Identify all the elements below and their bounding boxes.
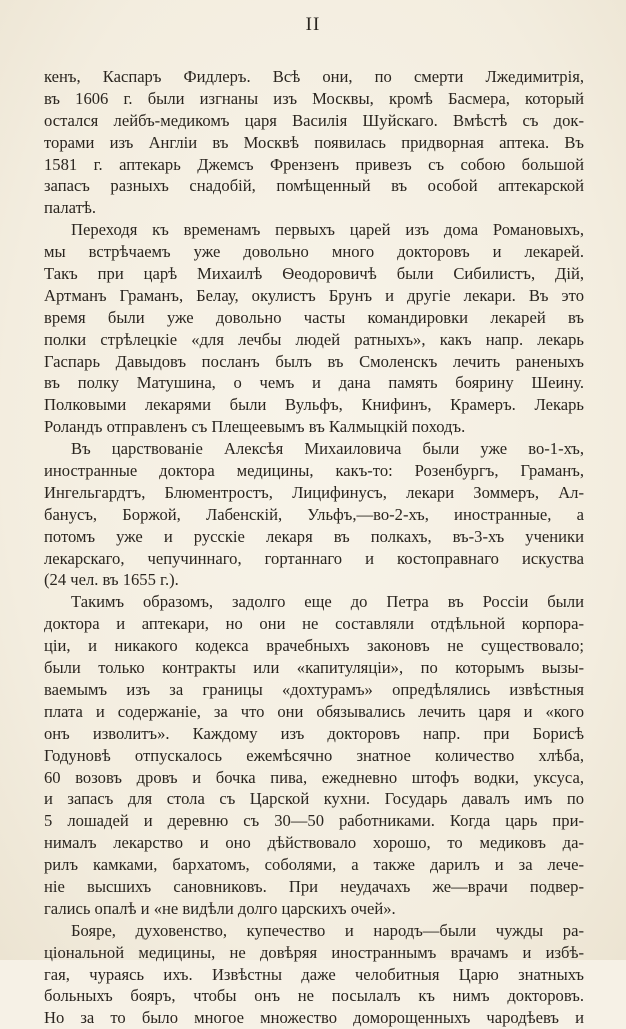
text-line: банусъ, Боржой, Лабенскій, Ульфъ,—во-2-хъ, иностранные, а	[44, 504, 584, 524]
text-line: онъ изволитъ». Каждому изъ докторовъ напр. при Борисѣ	[44, 723, 584, 743]
text-line: Переходя къ временамъ первыхъ царей изъ дома Романовыхъ,	[71, 220, 584, 240]
text-line: Такимъ образомъ, задолго еще до Петра въ Россіи были	[71, 592, 584, 612]
text-line: время были уже довольно часты командировки лекарей въ	[44, 307, 584, 327]
text-line: въ полку Матушина, о чемъ и дана память боярину Шеину.	[44, 373, 584, 393]
text-line: плата и содержаніе, за что они обязывались лечить царя и «кого	[44, 701, 584, 721]
text-line: въ 1606 г. были изгнаны изъ Москвы, кромѣ Басмера, который	[44, 88, 584, 108]
text-line: Артманъ Граманъ, Белау, окулистъ Брунъ и другіе лекари. Въ это	[44, 285, 584, 305]
text-line: кенъ, Каспаръ Фидлеръ. Всѣ они, по смерти Лжедимитрія,	[44, 67, 584, 86]
text-line: Роландъ отправленъ съ Плещеевымъ въ Калмыцкій походъ.	[44, 417, 466, 437]
text-line: 1581 г. аптекарь Джемсъ Френзенъ привезъ съ собою большой	[44, 154, 584, 174]
text-line: ніе высшихъ сановниковъ. При неудачахъ же—врачи подвер-	[44, 876, 584, 896]
text-line: 5 лошадей и деревню съ 30—50 работниками. Когда царь при-	[44, 811, 584, 831]
text-line: Ингельгардтъ, Блюментростъ, Лицифинусъ, лекари Зоммеръ, Ал-	[44, 482, 584, 502]
text-line: Такъ при царѣ Михаилѣ Ѳеодоровичѣ были Сибилистъ, Дій,	[44, 264, 584, 284]
text-line: потомъ уже и русскіе лекаря въ полкахъ, въ-3-хъ ученики	[44, 526, 584, 546]
text-line: ваемымъ изъ за границы «дохтурамъ» опредѣлялись извѣстныя	[44, 679, 584, 699]
text-line: палатѣ.	[44, 198, 97, 218]
text-line: Въ царствованіе Алексѣя Михаиловича были уже во-1-хъ,	[71, 439, 584, 459]
text-line: ціи, и никакого кодекса врачебныхъ законовъ не существовало;	[44, 636, 584, 656]
text-line: Полковыми лекарями были Вульфъ, Книфинъ, Крамеръ. Лекарь	[44, 395, 584, 415]
text-line: больныхъ бояръ, чтобы онъ не посылалъ къ нимъ докторовъ.	[44, 986, 584, 1006]
text-line: остался лейбъ-медикомъ царя Василія Шуйскаго. Вмѣстѣ съ док-	[44, 110, 584, 130]
text-line: запасъ разныхъ снадобій, помѣщенный въ особой аптекарской	[44, 176, 584, 196]
text-line: Гаспарь Давыдовъ посланъ былъ въ Смоленскъ лечить раненыхъ	[44, 351, 584, 371]
text-line: гались опалѣ и «не видѣли долго царскихъ очей».	[44, 898, 396, 918]
text-line: Бояре, духовенство, купечество и народъ—были чужды ра-	[71, 920, 584, 940]
text-line: и запасъ для стола съ Царской кухни. Государь давалъ имъ по	[44, 789, 584, 809]
text-line: мы встрѣчаемъ уже довольно много докторовъ и лекарей.	[44, 242, 584, 262]
text-line: Годуновѣ отпускалось ежемѣсячно знатное количество хлѣба,	[44, 745, 584, 765]
text-line: (24 чел. въ 1655 г.).	[44, 570, 179, 590]
text-line: 60 возовъ дровъ и бочка пива, ежедневно штофъ водки, уксуса,	[44, 767, 584, 787]
text-line: лекарскаго, чепучиннаго, гортаннаго и костоправнаго искуства	[44, 548, 584, 568]
text-line: ціональной медицины, не довѣряя иностраннымъ врачамъ и избѣ-	[44, 942, 584, 962]
text-line: рилъ камками, бархатомъ, соболями, а также дарилъ и за лече-	[44, 855, 584, 875]
page-number: II	[305, 14, 321, 35]
text-line: нималъ лекарство и оно дѣйствовало хорошо, то медиковъ да-	[44, 833, 584, 853]
text-line: иностранные доктора медицины, какъ-то: Розенбургъ, Граманъ,	[44, 461, 584, 481]
text-line: полки стрѣлецкіе «для лечбы людей ратныхъ», какъ напр. лекарь	[44, 329, 584, 349]
body-text	[44, 66, 584, 1029]
text-line: гая, чураясь ихъ. Извѣстны даже челобитныя Царю знатныхъ	[44, 964, 584, 984]
text-line: были только контракты или «капитуляціи», по которымъ вызы-	[44, 658, 584, 678]
text-line: торами изъ Англіи въ Москвѣ появилась придворная аптека. Въ	[44, 132, 584, 152]
text-line: Но за то было многое множество доморощенныхъ чародѣевъ и	[44, 1008, 584, 1028]
text-line: доктора и аптекари, но они не составляли отдѣльной корпора-	[44, 614, 584, 634]
